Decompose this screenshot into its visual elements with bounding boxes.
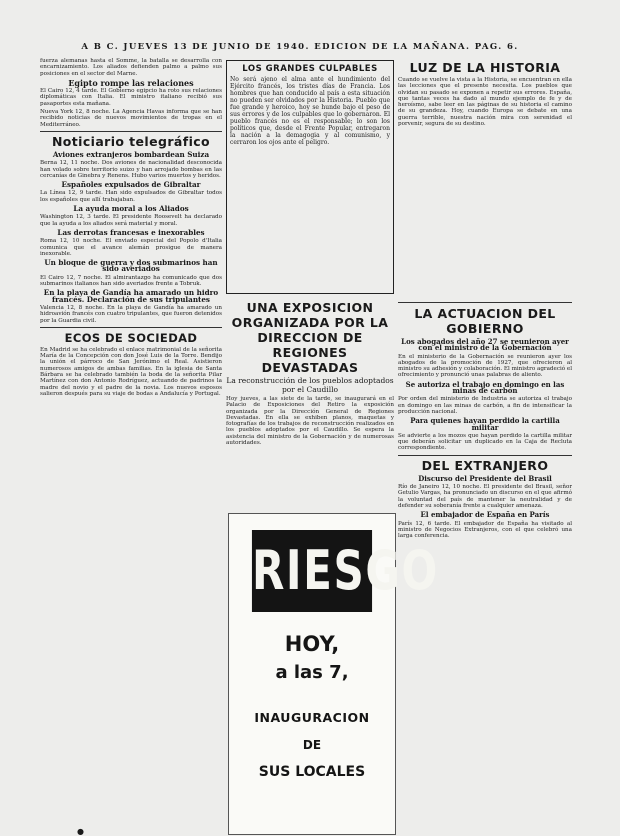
lead-text: fuerza alemanas hasta el Somme, la batalla se desarrolla con encarnizamiento. Los aliados defienden palmo a palmo sus posiciones en el sector del Marne.: [40, 58, 222, 77]
riesgo-advertisement: [228, 513, 439, 835]
ad-line: DE: [302, 738, 322, 752]
item-text: Roma 12, 10 noche. El enviado especial del Popolo d'Italia comunica que el avance alemán prosigue de manera inexorable.: [40, 238, 222, 257]
item-text: Berna 12, 11 noche. Dos aviones de nacionalidad desconocida han volado sobre territorio suizo y han arrojado bombas en las cercanías de Ginebra y Renens. Hubo varios muertos y heridos.: [40, 160, 222, 179]
ad-line: a las 7,: [275, 662, 349, 683]
ad-line: SUS LOCALES: [258, 764, 366, 780]
trabajo-headline: Se autoriza el trabajo en domingo en las minas de carbón: [405, 379, 565, 396]
cartilla-headline: Para quienes hayan perdido la cartilla militar: [410, 416, 560, 432]
bullet-mark: ●: [77, 827, 84, 836]
item-title: En la playa de Gandía ha amarado un hidro francés. Declaración de sus tripulantes: [43, 288, 219, 304]
luz-text: Cuando se vuelve la vista a la Historia, se encuentran en ella las lecciones que el presente necesita. Los pueblos que olvidan su pasado se exponen a repetir sus errores. España, que tantas veces ha dado al mundo ejemplo de fe y de heroísmo, sabe leer en las páginas de su historia el camino de su grandeza. Hoy, cuando Europa se debate en una guerra terrible, nuestra nación mira con serenidad el porvenir, segura de su destino.: [398, 77, 572, 128]
extranjero-text: Río de Janeiro 12, 10 noche. El presidente del Brasil, señor Getulio Vargas, ha pronunciado un discurso en el que afirmó la voluntad del país de mantener la neutralidad y de defender su soberanía frente a cualquier amenaza.: [398, 484, 572, 509]
box-text: No será ajeno el alma ante el hundimiento del Ejército francés, los tristes días de Francia. Los hombres que han conducido al país a esta situación no pueden ser olvidados por la Historia. Pueblo que fue grande y heroico, hoy se hunde bajo el peso de sus errores y de los culpables que lo gobernaron. El pueblo francés no es el responsable; lo son los políticos que, desde el Frente Popular, entregaron la nación a la demagogia y al comunismo, y cerraron los ojos ante el peligro.: [230, 76, 390, 146]
item-text: Washington 12, 3 tarde. El presidente Roosevelt ha declarado que la ayuda a los aliados será material y moral.: [40, 214, 222, 227]
divider: [398, 302, 572, 303]
item-title: Aviones extranjeros bombardean Suiza: [52, 149, 210, 159]
noticiario-headline: Noticiario telegráfico: [51, 133, 211, 149]
column-left: [40, 58, 222, 818]
actuacion-text: En el ministerio de la Gobernación se reunieron ayer los abogados de la promoción de 1927, que ofrecieron al ministro su adhesión y colaboración. El ministro agradeció el ofrecimiento y pronunció unas palabras de aliento.: [398, 353, 572, 379]
trabajo-text: Por orden del ministerio de Industria se autoriza el trabajo en domingo en las minas de carbón, a fin de intensificar la producción nacional.: [398, 396, 572, 415]
notes-text: Nueva York 12, 8 noche. La Agencia Havas informa que se han recibido noticias de nuevos movimientos de tropas en el Mediterráneo.: [40, 109, 222, 128]
ad-line: INAUGURACION: [254, 710, 370, 725]
item-text: Valencia 12, 8 noche. En la playa de Gandía ha amarado un hidroavión francés con cuatro tripulantes, que fueron detenidos por la Guardia civil.: [40, 304, 222, 324]
ad-title: RIESGO: [252, 530, 372, 612]
ecos-text: En Madrid se ha celebrado el enlace matrimonial de la señorita María de la Concepción con don José Luis de la Torre. Bendijo la unión el párroco de San Jerónimo el Real. Asistieron numerosos amigos de ambas familias. En la iglesia de Santa Bárbara se ha celebrado también la boda de la señorita Pilar Martínez con don Antonio Rodríguez, actuando de padrinos la madre del novio y el padre de la novia. Los nuevos esposos salieron después para su viaje de bodas a Andalucía y Portugal.: [40, 346, 222, 397]
ad-line: HOY,: [284, 632, 340, 656]
egypt-text: El Cairo 12, 4 tarde. El Gobierno egipcio ha roto sus relaciones diplomáticas con Italia. El ministro italiano recibió sus pasaportes esta mañana.: [40, 88, 222, 107]
embajador-headline: El embajador de España en París: [420, 510, 550, 520]
item-text: El Cairo 12, 7 noche. El almirantazgo ha comunicado que dos submarinos italianos han sido averiados frente a Tobruk.: [40, 274, 222, 288]
egypt-headline: Egipto rompe las relaciones: [68, 77, 194, 88]
grandes-culpables-box: [226, 60, 394, 294]
item-title: Las derrotas francesas e inexorables: [57, 227, 205, 237]
extranjero-subheadline: Discurso del Presidente del Brasil: [418, 473, 552, 483]
expo-text: Hoy jueves, a las siete de la tarde, se inaugurará en el Palacio de Exposiciones del Retiro la exposición organizada por la Dirección General de Regiones Devastadas. En ella se exhiben planos, maquetas y fotografías de los trabajos de reconstrucción realizados en los pueblos adoptados por el Caudillo. Se espera la asistencia del ministro de la Gobernación y de numerosas autoridades.: [226, 396, 394, 447]
divider: [40, 327, 222, 328]
item-title: Un bloque de guerra y dos submarinos han sido averiados: [44, 258, 218, 274]
item-title: Españoles expulsados de Gibraltar: [61, 180, 201, 190]
item-text: La Línea 12, 9 tarde. Han sido expulsados de Gibraltar todos los españoles que allí trabajaban.: [40, 190, 222, 203]
actuacion-headline: LA ACTUACION DEL GOBIERNO: [414, 306, 556, 336]
extranjero-headline: DEL EXTRANJERO: [421, 457, 549, 473]
expo-headline: UNA EXPOSICION ORGANIZADA POR LA DIRECCION DE REGIONES DEVASTADAS: [231, 300, 389, 375]
page-header: A B C. JUEVES 13 DE JUNIO DE 1940. EDICION DE LA MAÑANA. PAG. 6.: [81, 42, 519, 52]
item-title: La ayuda moral a los Aliados: [73, 204, 189, 214]
luz-headline: LUZ DE LA HISTORIA: [409, 60, 561, 75]
cartilla-text: Se advierte a los mozos que hayan perdido la cartilla militar que deberán solicitar un duplicado en la Caja de Recluta correspondiente.: [398, 432, 572, 452]
embajador-text: París 12, 6 tarde. El embajador de España ha visitado al ministro de Negocios Extranjeros, con el que celebró una larga conferencia.: [398, 520, 572, 540]
column-right: [398, 58, 572, 818]
box-headline: LOS GRANDES CULPABLES: [242, 64, 378, 74]
expo-subheadline: La reconstrucción de los pueblos adoptados por el Caudillo: [226, 376, 394, 394]
divider: [398, 455, 572, 456]
divider: [40, 131, 222, 132]
ecos-headline: ECOS DE SOCIEDAD: [64, 330, 198, 345]
actuacion-subheadline: Los abogados del año 27 se reunieron ayer con el ministro de la Gobernación: [401, 337, 569, 353]
